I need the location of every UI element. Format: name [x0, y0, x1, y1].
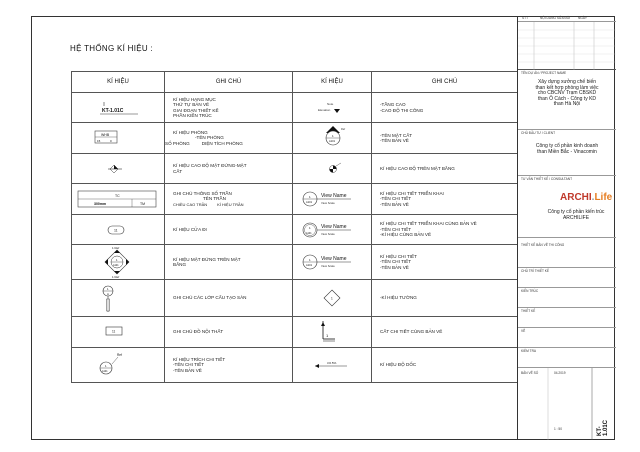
legend-row: [72, 280, 518, 317]
svg-text:View Name: View Name: [321, 223, 347, 230]
stage-section: THIẾT KẾ BẢN VẼ THI CÔNG: [518, 238, 616, 268]
svg-text:A101: A101: [113, 264, 119, 267]
note-sheet-tag: KÍ HIỆU HẠNG MỤC THỨ TỰ BẢN VẼ GIAI ĐOẠN THIẾT KẾ PHẦN KIẾN TRÚC: [165, 93, 293, 123]
note-elevation-level: KÍ HIỆU CAO ĐỘ MẶT ĐỨNG-MẶT CẮT: [165, 154, 293, 184]
svg-text:View Scale: View Scale: [321, 231, 335, 236]
svg-text:11: 11: [114, 228, 118, 232]
drawing-date: 04.2019: [554, 371, 566, 375]
symbol-section-marker: [293, 123, 372, 154]
field-kiem-tra: KIỂM TRA: [518, 348, 616, 368]
drawing-scale: 1 : 50: [554, 427, 562, 431]
note-interior-elevation: KÍ HIỆU MẶT ĐỨNG TRÊN MẶT BẰNG: [165, 245, 293, 280]
svg-text:A101: A101: [306, 264, 313, 267]
note-level-marker: -TẦNG CAO -CAO ĐỘ THI CÔNG: [372, 93, 518, 123]
header-symbol-1: KÍ HIỆU: [72, 72, 165, 93]
note-detail-extract: KÍ HIỆU TRÍCH CHI TIẾT -TÊN CHI TIẾT -TÊN BẢN VẼ: [165, 348, 293, 383]
sheet-number: KT-1.01C: [597, 419, 609, 436]
owner-section: CHỦ ĐẦU TƯ / CLIENT Công ty cổ phần kinh doanh than Miền Bắc - Vinacomin: [518, 130, 616, 176]
field-kien-truc: KIẾN TRÚC: [518, 288, 616, 308]
svg-text:A101: A101: [102, 370, 108, 373]
svg-text:TM: TM: [140, 202, 146, 206]
svg-text:1 Ref: 1 Ref: [112, 275, 120, 279]
header-symbol-2: KÍ HIỆU: [293, 72, 372, 93]
sheet-number-section: BẢN VẼ SỐ 04.2019 1 : 50 KT-1.01C: [521, 371, 609, 436]
note-section-marker: -TÊN MẶT CẮT -TÊN BẢN VẼ: [372, 123, 518, 154]
symbol-interior-elevation: [72, 245, 165, 280]
note-floor-layers: GHI CHÚ CÁC LỚP CẤU TẠO SÀN: [165, 280, 293, 317]
field-thiet-ke: THIẾT KẾ: [518, 308, 616, 328]
svg-text:1: 1: [116, 258, 118, 262]
svg-text:0: 0: [110, 139, 112, 143]
legend-row: [72, 317, 518, 348]
svg-text:TC: TC: [115, 194, 120, 198]
symbol-section-cut: [293, 317, 372, 348]
legend-header-row: [72, 72, 518, 93]
page-title: HỆ THỐNG KÍ HIỆU :: [70, 44, 154, 53]
revision-table: [518, 22, 616, 70]
svg-text:View Name: View Name: [321, 256, 347, 262]
legend-row: [72, 123, 518, 154]
symbol-furniture-tag: [72, 317, 165, 348]
legend-row: [72, 184, 518, 215]
svg-text:WHB: WHB: [101, 133, 110, 137]
symbol-detail-callout: [293, 184, 372, 215]
note-slope: KÍ HIỆU ĐỘ DỐC: [372, 348, 518, 383]
svg-text:Ref: Ref: [341, 128, 346, 131]
svg-text:1: 1: [107, 287, 109, 291]
symbol-level-marker: [293, 93, 372, 123]
svg-text:1: 1: [309, 258, 311, 262]
svg-text:View Scale: View Scale: [321, 264, 335, 268]
svg-text:A101: A101: [306, 231, 312, 235]
svg-text:11: 11: [112, 329, 116, 334]
note-plan-level: KÍ HIỆU CAO ĐỘ TRÊN MẶT BẰNG: [372, 154, 518, 184]
header-note-1: GHI CHÚ: [165, 72, 293, 93]
svg-text:1: 1: [326, 333, 329, 338]
svg-text:A101: A101: [306, 201, 313, 204]
field-ve: VẼ: [518, 328, 616, 348]
svg-text:1: 1: [105, 364, 107, 368]
svg-text:1: 1: [309, 195, 311, 199]
note-door-tag: KÍ HIỆU CỬA ĐI: [165, 215, 293, 245]
symbol-floor-layers: [72, 280, 165, 317]
header-note-2: GHI CHÚ: [372, 72, 518, 93]
note-ceiling-tag: GHI CHÚ THÔNG SỐ TRẦN TÊN TRẦN CHIỀU CAO TRẦN KÍ HIỆU TRẦN: [165, 184, 293, 215]
note-detail-same-sheet: KÍ HIỆU CHI TIẾT TRIỂN KHAI CÙNG BẢN VẼ -TÊN CHI TIẾT -KÍ HIỆU CÙNG BẢN VẼ: [372, 215, 518, 245]
revision-header: STT NỘI DUNG SỬA ĐỔI NGÀY: [518, 16, 616, 22]
symbol-detail-extract: [72, 348, 165, 383]
symbol-detail-reference: [293, 245, 372, 280]
svg-text:1: 1: [332, 134, 334, 138]
note-room-tag: KÍ HIỆU PHÒNG -TÊN PHÒNG SỐ PHÒNG DIỆN TÍCH PHÒNG: [165, 123, 293, 154]
legend-row: [72, 348, 518, 383]
legend-row: [72, 93, 518, 123]
note-furniture-tag: GHI CHÚ ĐỒ NỘI THẤT: [165, 317, 293, 348]
legend-table: [71, 71, 518, 383]
svg-text:1 Ref: 1 Ref: [112, 246, 120, 250]
symbol-door-tag: [72, 215, 165, 245]
svg-text:A101: A101: [329, 140, 336, 143]
legend-row: [72, 215, 518, 245]
svg-text:300mm: 300mm: [94, 202, 107, 206]
symbol-plan-level: [293, 154, 372, 184]
svg-text:View Scale: View Scale: [321, 201, 335, 205]
sheet-tag-code: KT-1.01C: [102, 107, 124, 114]
svg-text:Elevation: Elevation: [318, 107, 331, 112]
archilife-logo: ARCHI.Life: [560, 192, 613, 203]
legend-row: [72, 154, 518, 184]
note-detail-callout: KÍ HIỆU CHI TIẾT TRIỂN KHAI -TÊN CHI TIẾT -TÊN BẢN VẼ: [372, 184, 518, 215]
svg-text:15: 15: [97, 139, 101, 143]
symbol-sheet-tag: [72, 93, 165, 123]
svg-text:1: 1: [331, 296, 333, 301]
svg-text:Ref: Ref: [117, 353, 122, 357]
title-block: [517, 16, 615, 440]
symbol-ceiling-tag: [72, 184, 165, 215]
symbol-elevation-level: [72, 154, 165, 184]
svg-text:View Name: View Name: [321, 193, 347, 199]
svg-text:Note: Note: [327, 101, 334, 106]
note-section-cut: CẮT CHI TIẾT CÙNG BẢN VẼ: [372, 317, 518, 348]
svg-text:A: A: [107, 292, 109, 296]
legend-row: [72, 245, 518, 280]
svg-text:i=0.5%: i=0.5%: [327, 361, 337, 365]
project-section: TÊN DỰ ÁN / PROJECT NAME Xây dựng xưởng chế biến than kết hợp phòng làm việc cho CBCNV Trạm CBSKD than Ô Cách - Công ty KD than Hà Nội: [518, 70, 616, 130]
symbol-detail-same-sheet: [293, 215, 372, 245]
svg-text:1: 1: [309, 225, 311, 230]
symbol-room-tag: [72, 123, 165, 154]
symbol-wall-tag: [293, 280, 372, 317]
note-wall-tag: -KÍ HIỆU TƯỜNG: [372, 280, 518, 317]
note-detail-reference: KÍ HIỆU CHI TIẾT -TÊN CHI TIẾT -TÊN BẢN VẼ: [372, 245, 518, 280]
consultant-section: TƯ VẤN THIẾT KẾ / CONSULTANT ARCHI.Life Công ty cổ phần kiến trúc ARCHILIFE: [518, 176, 616, 238]
field-chu-tri: CHỦ TRÌ THIẾT KẾ: [518, 268, 616, 288]
symbol-slope: [293, 348, 372, 383]
